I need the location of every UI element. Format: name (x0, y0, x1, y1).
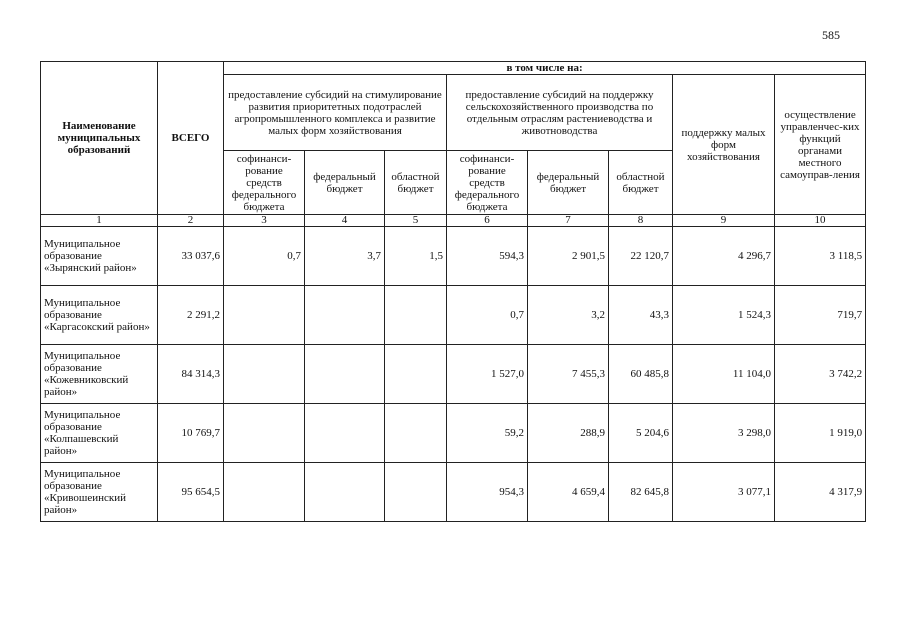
cell-value (305, 286, 385, 345)
header-regional-2: областной бюджет (609, 151, 673, 215)
cell-value: 4 659,4 (528, 463, 609, 522)
cell-value: 7 455,3 (528, 345, 609, 404)
header-regional-1: областной бюджет (385, 151, 447, 215)
table-row (41, 345, 866, 404)
cell-value: 4 296,7 (673, 227, 775, 286)
column-number: 8 (609, 215, 673, 227)
table-row (41, 463, 866, 522)
header-group-1: предоставление субсидий на стимулирование развития приоритетных подотраслей агропромышленного комплекса и развитие малых форм хозяйствования (224, 75, 447, 151)
cell-value (224, 463, 305, 522)
cell-value: 719,7 (775, 286, 866, 345)
header-including: в том числе на: (224, 62, 866, 75)
header-group-2: предоставление субсидий на поддержку сельскохозяйственного производства по отдельным отраслям растениеводства и животноводства (447, 75, 673, 151)
cell-value: 3 742,2 (775, 345, 866, 404)
cell-value: 0,7 (447, 286, 528, 345)
cell-value: 5 204,6 (609, 404, 673, 463)
column-number: 1 (41, 215, 158, 227)
header-federal-1: федеральный бюджет (305, 151, 385, 215)
cell-value: 60 485,8 (609, 345, 673, 404)
cell-value (305, 463, 385, 522)
column-number: 9 (673, 215, 775, 227)
cell-value (305, 345, 385, 404)
cell-value: 4 317,9 (775, 463, 866, 522)
municipality-name: Муниципальное образование «Кожевниковский район» (41, 345, 158, 404)
cell-total: 95 654,5 (158, 463, 224, 522)
column-number: 2 (158, 215, 224, 227)
table-row (41, 286, 866, 345)
cell-value (224, 286, 305, 345)
header-cofinancing-2: софинанси-рование средств федерального бюджета (447, 151, 528, 215)
cell-value: 82 645,8 (609, 463, 673, 522)
cell-value: 1 527,0 (447, 345, 528, 404)
cell-value: 43,3 (609, 286, 673, 345)
cell-total: 10 769,7 (158, 404, 224, 463)
cell-value: 3 298,0 (673, 404, 775, 463)
column-number: 4 (305, 215, 385, 227)
cell-value: 11 104,0 (673, 345, 775, 404)
cell-value (224, 404, 305, 463)
municipality-name: Муниципальное образование «Кривошеинский район» (41, 463, 158, 522)
header-small-forms: поддержку малых форм хозяйствования (673, 75, 775, 215)
cell-value: 954,3 (447, 463, 528, 522)
cell-total: 33 037,6 (158, 227, 224, 286)
cell-value: 1 524,3 (673, 286, 775, 345)
cell-value: 59,2 (447, 404, 528, 463)
cell-value: 1,5 (385, 227, 447, 286)
header-admin: осуществление управленчес-ких функций органами местного самоуправ-ления (775, 75, 866, 215)
page-number: 585 (822, 28, 840, 42)
cell-value (305, 404, 385, 463)
cell-value (385, 463, 447, 522)
cell-value: 3 077,1 (673, 463, 775, 522)
cell-value: 288,9 (528, 404, 609, 463)
header-name: Наименование муниципальных образований (41, 62, 158, 215)
cell-value: 2 901,5 (528, 227, 609, 286)
cell-value (385, 404, 447, 463)
cell-value (224, 345, 305, 404)
column-number: 7 (528, 215, 609, 227)
cell-value: 3,7 (305, 227, 385, 286)
cell-value: 3,2 (528, 286, 609, 345)
cell-value (385, 345, 447, 404)
cell-value: 1 919,0 (775, 404, 866, 463)
column-number: 5 (385, 215, 447, 227)
column-number: 6 (447, 215, 528, 227)
column-number: 3 (224, 215, 305, 227)
municipality-name: Муниципальное образование «Зырянский район» (41, 227, 158, 286)
table-row (41, 404, 866, 463)
cell-value (385, 286, 447, 345)
cell-value: 594,3 (447, 227, 528, 286)
municipality-name: Муниципальное образование «Колпашевский район» (41, 404, 158, 463)
budget-table (40, 61, 866, 522)
table-row (41, 227, 866, 286)
cell-value: 3 118,5 (775, 227, 866, 286)
cell-total: 84 314,3 (158, 345, 224, 404)
header-cofinancing-1: софинанси-рование средств федерального бюджета (224, 151, 305, 215)
header-federal-2: федеральный бюджет (528, 151, 609, 215)
cell-total: 2 291,2 (158, 286, 224, 345)
municipality-name: Муниципальное образование «Каргасокский район» (41, 286, 158, 345)
column-number: 10 (775, 215, 866, 227)
cell-value: 22 120,7 (609, 227, 673, 286)
cell-value: 0,7 (224, 227, 305, 286)
column-number-row (41, 215, 866, 227)
header-total: ВСЕГО (158, 62, 224, 215)
